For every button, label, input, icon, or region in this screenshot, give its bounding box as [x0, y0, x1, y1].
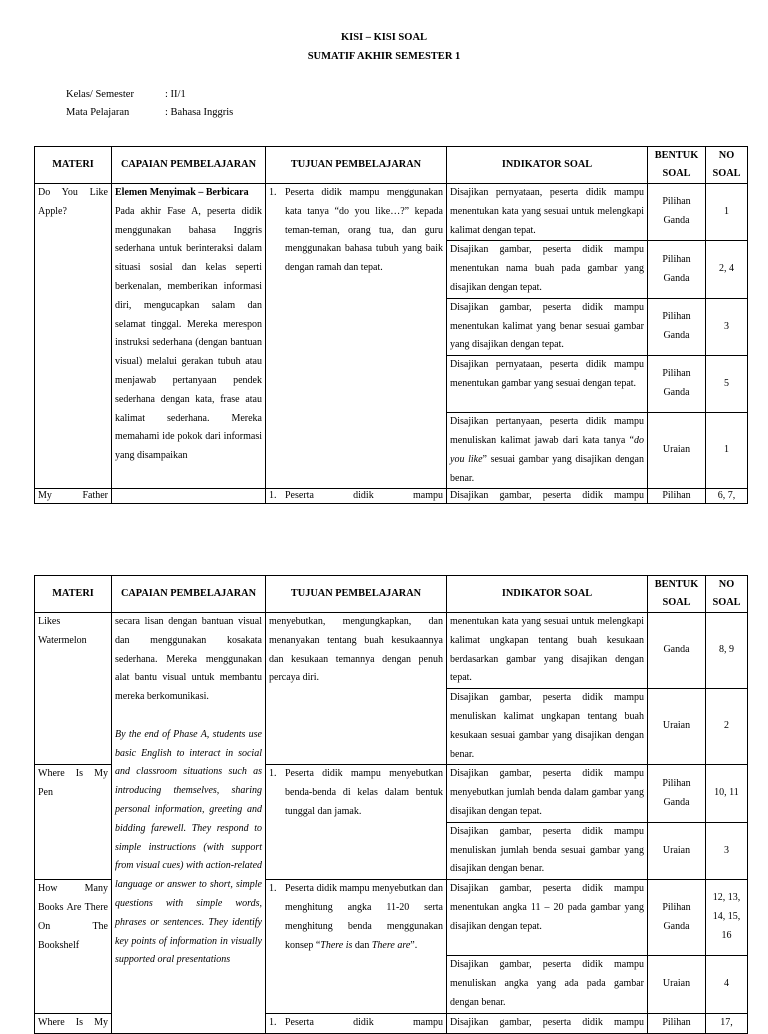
header-capaian: CAPAIAN PEMBELAJARAN: [112, 576, 266, 613]
bentuk-cell: Pilihan Ganda: [648, 298, 706, 355]
no-cell: 2: [706, 689, 748, 765]
mapel-value: : Bahasa Inggris: [165, 107, 234, 118]
materi-cell: Do You Like Apple?: [35, 184, 112, 489]
tujuan-cell: 1. Peserta didik mampu: [266, 489, 447, 504]
bentuk-cell: Pilihan Ganda: [648, 765, 706, 822]
header-indikator: INDIKATOR SOAL: [447, 576, 648, 613]
capaian-title: Elemen Menyimak – Berbicara: [115, 187, 249, 198]
bentuk-cell: Uraian: [648, 689, 706, 765]
header-tujuan: TUJUAN PEMBELAJARAN: [266, 147, 447, 184]
capaian-cell: [112, 489, 266, 504]
kisi-table-page1: [34, 146, 748, 504]
header-materi: MATERI: [35, 576, 112, 613]
header-no: NO SOAL: [706, 147, 748, 184]
header-bentuk: BENTUK SOAL: [648, 147, 706, 184]
header-bentuk: BENTUK SOAL: [648, 576, 706, 613]
document-title: KISI – KISI SOAL: [340, 32, 428, 43]
tujuan-cell: 1. Peserta didik mampu menyebutkan dan menghitung angka 11-20 serta menghitung benda menggunakan konsep “There is dan There are”.: [266, 880, 447, 1013]
materi-cell: Where Is My: [35, 1013, 112, 1033]
materi-cell: Likes Watermelon: [35, 613, 112, 765]
bentuk-cell: Pilihan: [648, 1013, 706, 1033]
indikator-cell: Disajikan gambar, peserta didik mampu: [447, 489, 648, 504]
tujuan-text: Peserta didik mampu menggunakan kata tanya “do you like…?” kepada teman-teman, orang tua, dan guru menggunakan bahasa tubuh yang baik dengan ramah dan tepat.: [285, 187, 443, 274]
tujuan-number: 1.: [269, 187, 277, 198]
indikator-cell: Disajikan pertanyaan, peserta didik mampu menuliskan kalimat jawab dari kata tanya “do you like” sesuai gambar yang disajikan dengan benar.: [447, 413, 648, 489]
no-cell: 3: [706, 822, 748, 879]
indikator-cell: menentukan kata yang sesuai untuk melengkapi kalimat ungkapan tentang buah kesukaan berdasarkan gambar yang disajikan dengan tepat.: [447, 613, 648, 689]
indikator-cell: Disajikan gambar, peserta didik mampu menentukan nama buah pada gambar yang disajikan dengan tepat.: [447, 241, 648, 298]
tujuan-cell: 1. Peserta didik mampu menyebutkan benda-benda di kelas dalam bentuk tunggal dan jamak.: [266, 765, 447, 880]
no-cell: 8, 9: [706, 613, 748, 689]
no-cell: 3: [706, 298, 748, 355]
kelas-label: Kelas/ Semester: [66, 89, 134, 100]
header-capaian: CAPAIAN PEMBELAJARAN: [112, 147, 266, 184]
no-cell: 12, 13, 14, 15, 16: [706, 880, 748, 956]
no-cell: 6, 7,: [706, 489, 748, 504]
mapel-label: Mata Pelajaran: [66, 107, 130, 118]
bentuk-cell: Uraian: [648, 822, 706, 879]
capaian-cell: [112, 613, 266, 1034]
materi-cell: My Father: [35, 489, 112, 504]
indikator-cell: Disajikan gambar, peserta didik mampu: [447, 1013, 648, 1033]
header-indikator: INDIKATOR SOAL: [447, 147, 648, 184]
indikator-cell: Disajikan gambar, peserta didik mampu menentukan kalimat yang benar sesuai gambar yang disajikan dengan tepat.: [447, 298, 648, 355]
document-subtitle: SUMATIF AKHIR SEMESTER 1: [307, 51, 461, 62]
bentuk-cell: Pilihan Ganda: [648, 241, 706, 298]
bentuk-cell: Ganda: [648, 613, 706, 689]
indikator-cell: Disajikan gambar, peserta didik mampu menuliskan jumlah benda sesuai gambar yang disajikan dengan benar.: [447, 822, 648, 879]
kelas-value: : II/1: [165, 89, 186, 100]
bentuk-cell: Pilihan Ganda: [648, 356, 706, 413]
indikator-cell: Disajikan gambar, peserta didik mampu menuliskan kalimat ungkapan tentang buah kesukaan sesuai gambar yang disajikan dengan benar.: [447, 689, 648, 765]
no-cell: 5: [706, 356, 748, 413]
mapel-info: [66, 107, 233, 118]
header-no: NO SOAL: [706, 576, 748, 613]
indikator-cell: Disajikan gambar, peserta didik mampu menyebutkan jumlah benda dalam gambar yang disajikan dengan tepat.: [447, 765, 648, 822]
bentuk-cell: Uraian: [648, 413, 706, 489]
capaian-text-id: secara lisan dengan bantuan visual dan menggunakan kosakata sederhana. Mereka menggunakan alat bantu visual untuk membantu mereka berkomunikasi.: [115, 616, 262, 703]
no-cell: 10, 11: [706, 765, 748, 822]
indikator-cell: Disajikan gambar, peserta didik mampu menuliskan angka yang ada pada gambar dengan benar.: [447, 956, 648, 1013]
capaian-cell: [112, 184, 266, 489]
indikator-cell: Disajikan pernyataan, peserta didik mampu menentukan gambar yang sesuai dengan tepat.: [447, 356, 648, 413]
tujuan-cell: [266, 184, 447, 489]
header-tujuan: TUJUAN PEMBELAJARAN: [266, 576, 447, 613]
kisi-table-page2: [34, 575, 748, 1034]
header-materi: MATERI: [35, 147, 112, 184]
capaian-body: Pada akhir Fase A, peserta didik menggunakan bahasa Inggris sederhana untuk berinteraksi dalam situasi sosial dan kelas seperti berkenalan, memberikan informasi diri, mengucapkan salam dan selamat tinggal. Mereka merespon instruksi sederhana (dengan bantuan visual) melalui gerakan tubuh atau menjawab pertanyaan pendek sederhana dengan kata, frase atau kalimat sederhana. Mereka memahami ide pokok dari informasi yang disampaikan: [115, 205, 262, 462]
bentuk-cell: Uraian: [648, 956, 706, 1013]
no-cell: 2, 4: [706, 241, 748, 298]
capaian-text-en: By the end of Phase A, students use basic English to interact in social and classroom situations such as introducing themselves, sharing personal information, greeting and bidding farewell. They respond to simple instructions (with support from visual cues) with action-related language or answer to short, simple questions with simple words, phrases or sentences. They identify key points of information in visually supported oral presentations: [115, 728, 263, 966]
kelas-info: [66, 89, 186, 100]
indikator-cell: Disajikan pernyataan, peserta didik mampu menentukan kata yang sesuai untuk melengkapi kalimat dengan tepat.: [447, 184, 648, 241]
tujuan-cell: menyebutkan, mengungkapkan, dan menanyakan tentang buah kesukaannya dan kesukaan temannya dengan penuh percaya diri.: [266, 613, 447, 765]
bentuk-cell: Pilihan Ganda: [648, 184, 706, 241]
materi-cell: How Many Books Are There On The Bookshelf: [35, 880, 112, 1013]
bentuk-cell: Pilihan Ganda: [648, 880, 706, 956]
materi-cell: Where Is My Pen: [35, 765, 112, 880]
no-cell: 1: [706, 184, 748, 241]
bentuk-cell: Pilihan: [648, 489, 706, 504]
no-cell: 4: [706, 956, 748, 1013]
no-cell: 17,: [706, 1013, 748, 1033]
tujuan-cell: 1. Peserta didik mampu: [266, 1013, 447, 1033]
indikator-cell: Disajikan gambar, peserta didik mampu menentukan angka 11 – 20 pada gambar yang disajikan dengan tepat.: [447, 880, 648, 956]
no-cell: 1: [706, 413, 748, 489]
